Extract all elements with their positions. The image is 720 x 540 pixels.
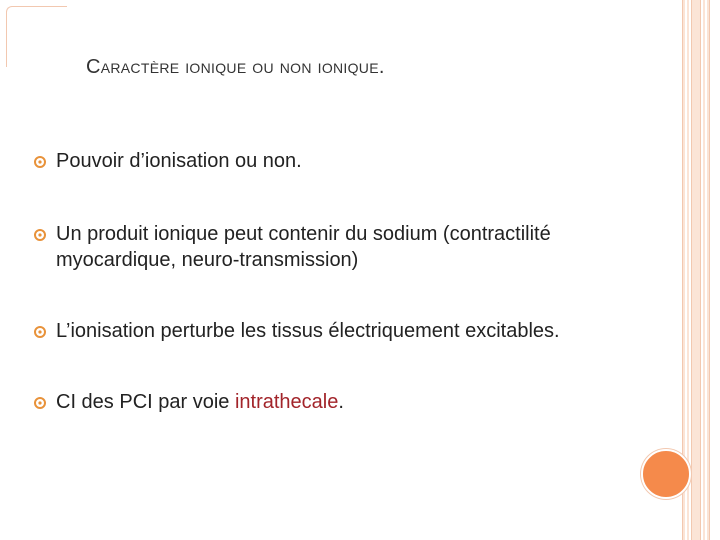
bullet-text: L’ionisation perturbe les tissus électriquement excitables. (56, 320, 560, 342)
frame-corner-decoration (6, 6, 67, 67)
target-circle-icon (34, 326, 46, 338)
bullet-item (34, 221, 674, 273)
bullet-item (34, 148, 302, 174)
bullet-text-suffix: . (338, 391, 344, 413)
bullet-item (34, 389, 344, 415)
target-circle-icon (34, 156, 46, 168)
target-circle-icon (34, 229, 46, 241)
bullet-text: Pouvoir d’ionisation ou non. (56, 150, 302, 172)
target-circle-icon (34, 397, 46, 409)
bullet-item (34, 318, 560, 344)
slide-title: Caractère ionique ou non ionique. (86, 56, 385, 78)
highlighted-term: intrathecale (234, 391, 339, 413)
bullet-text: Un produit ionique peut contenir du sodium (contractilité myocardique, neuro-transmission) (56, 223, 551, 271)
orange-circle-decoration (641, 449, 691, 499)
right-inner-bar (691, 0, 701, 540)
bullet-text-prefix: CI des PCI par voie (56, 391, 235, 413)
